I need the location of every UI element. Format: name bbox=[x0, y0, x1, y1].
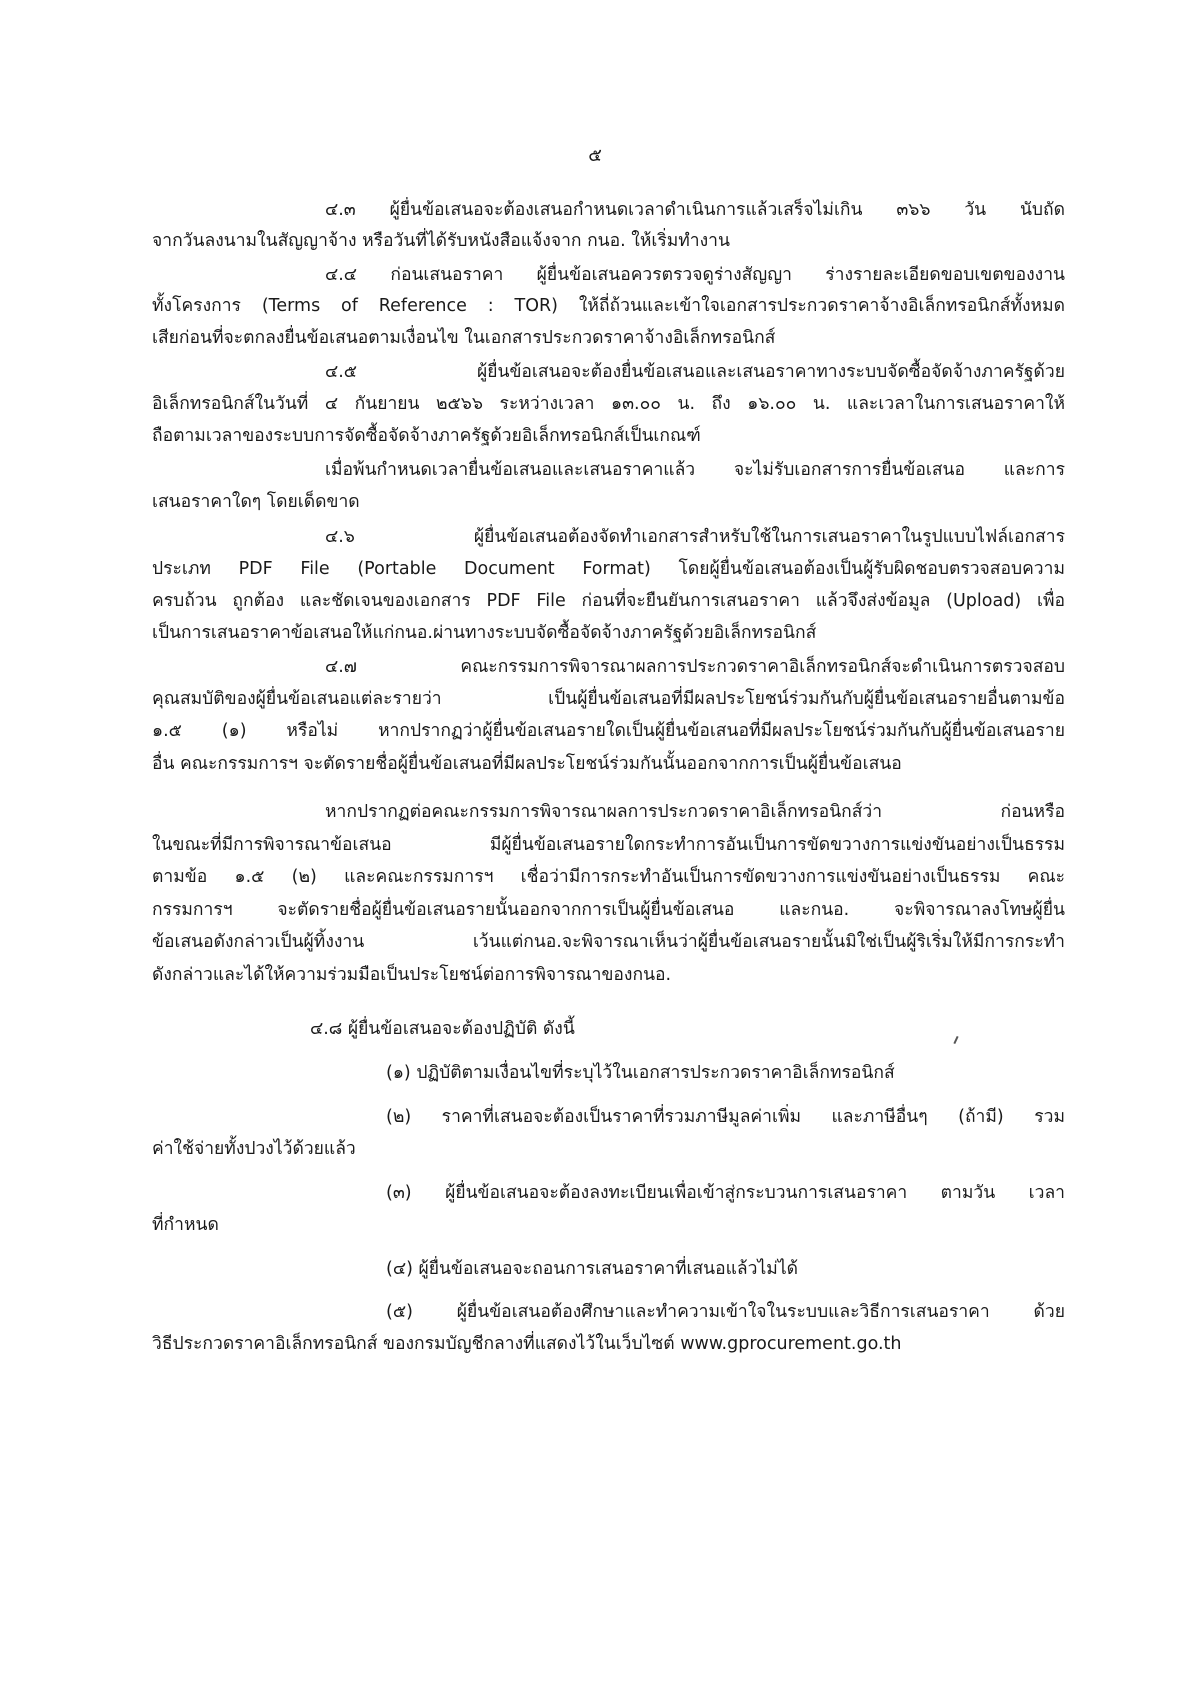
text-line: เป็นการเสนอราคาข้อเสนอให้แก่กนอ.ผ่านทางระบบจัดซื้อจัดจ้างภาครัฐด้วยอิเล็กทรอนิกส์ bbox=[152, 623, 817, 643]
text-line: กรรมการฯ จะตัดรายชื่อผู้ยื่นข้อเสนอรายนั้นออกจากการเป็นผู้ยื่นข้อเสนอ และกนอ. จะพิจารณาลงโทษผู้ยื่น bbox=[152, 900, 1065, 920]
text-line: (๔) ผู้ยื่นข้อเสนอจะถอนการเสนอราคาที่เสนอแล้วไม่ได้ bbox=[386, 1259, 798, 1279]
text-line: (๑) ปฏิบัติตามเงื่อนไขที่ระบุไว้ในเอกสารประกวดราคาอิเล็กทรอนิกส์ bbox=[386, 1063, 895, 1083]
text-line: เสียก่อนที่จะตกลงยื่นข้อเสนอตามเงื่อนไข ในเอกสารประกวดราคาจ้างอิเล็กทรอนิกส์ bbox=[152, 328, 776, 348]
text-line: ครบถ้วน ถูกต้อง และชัดเจนของเอกสาร PDF File ก่อนที่จะยืนยันการเสนอราคา แล้วจึงส่งข้อมูล (Upload) เพื่อ bbox=[152, 591, 1065, 611]
text-line: ประเภท PDF File (Portable Document Format) โดยผู้ยื่นข้อเสนอต้องเป็นผู้รับผิดชอบตรวจสอบความ bbox=[152, 559, 1065, 579]
text-line: ดังกล่าวและได้ให้ความร่วมมือเป็นประโยชน์ต่อการพิจารณาของกนอ. bbox=[152, 965, 672, 985]
text-line: (๒) ราคาที่เสนอจะต้องเป็นราคาที่รวมภาษีมูลค่าเพิ่ม และภาษีอื่นๆ (ถ้ามี) รวม bbox=[386, 1107, 1065, 1127]
text-line: (๓) ผู้ยื่นข้อเสนอจะต้องลงทะเบียนเพื่อเข้าสู่กระบวนการเสนอราคา ตามวัน เวลา bbox=[386, 1183, 1065, 1203]
text-line: จากวันลงนามในสัญญาจ้าง หรือวันที่ได้รับหนังสือแจ้งจาก กนอ. ให้เริ่มทำงาน bbox=[152, 231, 730, 251]
text-line: ทั้งโครงการ (Terms of Reference : TOR) ให้ถี่ถ้วนและเข้าใจเอกสารประกวดราคาจ้างอิเล็กทรอนิกส์ทั้งหมด bbox=[152, 296, 1065, 316]
text-line: ๔.๓ ผู้ยื่นข้อเสนอจะต้องเสนอกำหนดเวลาดำเนินการแล้วเสร็จไม่เกิน ๓๖๖ วัน นับถัด bbox=[325, 200, 1065, 220]
text-line: ถือตามเวลาของระบบการจัดซื้อจัดจ้างภาครัฐด้วยอิเล็กทรอนิกส์เป็นเกณฑ์ bbox=[152, 426, 701, 446]
text-line: ข้อเสนอดังกล่าวเป็นผู้ทิ้งงาน เว้นแต่กนอ.จะพิจารณาเห็นว่าผู้ยื่นข้อเสนอรายนั้นมิใช่เป็นผู้ริเริ่มให้มีการกระทำ bbox=[152, 932, 1065, 952]
text-line: ๔.๗ คณะกรรมการพิจารณาผลการประกวดราคาอิเล็กทรอนิกส์จะดำเนินการตรวจสอบ bbox=[325, 657, 1065, 677]
text-line: ๔.๔ ก่อนเสนอราคา ผู้ยื่นข้อเสนอควรตรวจดูร่างสัญญา ร่างรายละเอียดขอบเขตของงาน bbox=[325, 265, 1065, 285]
text-line: ค่าใช้จ่ายทั้งปวงไว้ด้วยแล้ว bbox=[152, 1139, 356, 1159]
text-line: เมื่อพ้นกำหนดเวลายื่นข้อเสนอและเสนอราคาแล้ว จะไม่รับเอกสารการยื่นข้อเสนอ และการ bbox=[325, 460, 1065, 480]
text-line: ตามข้อ ๑.๕ (๒) และคณะกรรมการฯ เชื่อว่ามีการกระทำอันเป็นการขัดขวางการแข่งขันอย่างเป็นธรรม คณะ bbox=[152, 867, 1065, 887]
text-line: ๔.๖ ผู้ยื่นข้อเสนอต้องจัดทำเอกสารสำหรับใช้ในการเสนอราคาในรูปแบบไฟล์เอกสาร bbox=[325, 527, 1065, 547]
text-line: ๔.๘ ผู้ยื่นข้อเสนอจะต้องปฏิบัติ ดังนี้ bbox=[310, 1019, 575, 1039]
text-line: ๔.๕ ผู้ยื่นข้อเสนอจะต้องยื่นข้อเสนอและเสนอราคาทางระบบจัดซื้อจัดจ้างภาครัฐด้วย bbox=[325, 362, 1065, 382]
text-line: หากปรากฏต่อคณะกรรมการพิจารณาผลการประกวดราคาอิเล็กทรอนิกส์ว่า ก่อนหรือ bbox=[325, 802, 1065, 822]
page-number: ๕ bbox=[588, 145, 602, 166]
text-line: (๕) ผู้ยื่นข้อเสนอต้องศึกษาและทำความเข้าใจในระบบและวิธีการเสนอราคา ด้วย bbox=[386, 1302, 1065, 1322]
text-line: วิธีประกวดราคาอิเล็กทรอนิกส์ ของกรมบัญชีกลางที่แสดงไว้ในเว็บไซต์ www.gprocurement.go.th bbox=[152, 1334, 902, 1354]
text-line: คุณสมบัติของผู้ยื่นข้อเสนอแต่ละรายว่า เป็นผู้ยื่นข้อเสนอที่มีผลประโยชน์ร่วมกันกับผู้ยื่นข้อเสนอรายอื่นตามข้อ bbox=[152, 689, 1065, 709]
text-line: เสนอราคาใดๆ โดยเด็ดขาด bbox=[152, 492, 360, 512]
text-line: ในขณะที่มีการพิจารณาข้อเสนอ มีผู้ยื่นข้อเสนอรายใดกระทำการอันเป็นการขัดขวางการแข่งขันอย่างเป็นธรรม bbox=[152, 835, 1065, 855]
text-line: อื่น คณะกรรมการฯ จะตัดรายชื่อผู้ยื่นข้อเสนอที่มีผลประโยชน์ร่วมกันนั้นออกจากการเป็นผู้ยื่นข้อเสนอ bbox=[152, 754, 902, 774]
text-line: ที่กำหนด bbox=[152, 1215, 219, 1235]
text-line: ๑.๕ (๑) หรือไม่ หากปรากฏว่าผู้ยื่นข้อเสนอรายใดเป็นผู้ยื่นข้อเสนอที่มีผลประโยชน์ร่วมกันกับผู้ยื่นข้อเสนอราย bbox=[152, 721, 1065, 741]
stray-mark bbox=[953, 1036, 958, 1044]
text-line: อิเล็กทรอนิกส์ในวันที่ ๔ กันยายน ๒๕๖๖ ระหว่างเวลา ๑๓.๐๐ น. ถึง ๑๖.๐๐ น. และเวลาในการเสนอราคาให้ bbox=[152, 394, 1065, 414]
